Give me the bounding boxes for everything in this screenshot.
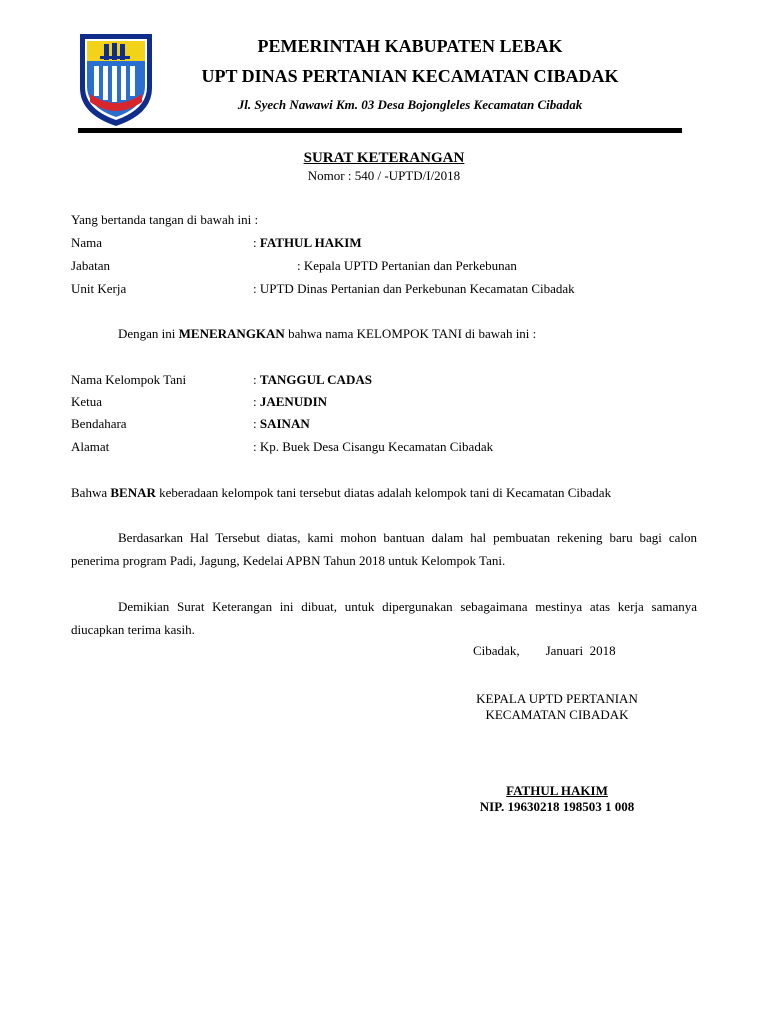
nama-value: FATHUL HAKIM [259, 235, 362, 250]
kop-line-1: PEMERINTAH KABUPATEN LEBAK [257, 36, 563, 56]
benar-bold: BENAR [110, 485, 156, 500]
lebak-regency-crest-icon [76, 30, 156, 128]
bendahara-row: : SAINAN [253, 416, 310, 431]
intro-text: Yang bertanda tangan di bawah ini : [71, 212, 259, 227]
benar-pre: Bahwa [71, 485, 111, 500]
menerangkan-text [118, 326, 536, 342]
kop-divider [78, 128, 682, 133]
letter-title: SURAT KETERANGAN [303, 150, 465, 166]
place-date: Cibadak, Januari 2018 [473, 643, 616, 658]
jabatan-row: : Kepala UPTD Pertanian dan Perkebunan [297, 258, 517, 273]
ketua-value: JAENUDIN [259, 394, 328, 409]
alamat-row: : Kp. Buek Desa Cisangu Kecamatan Cibadak [253, 439, 494, 454]
menerangkan-pre: Dengan ini [118, 326, 179, 341]
paragraph-demikian: Demikian Surat Keterangan ini dibuat, untuk dipergunakan sebagaimana mestinya atas kerja samanya diucapkan terima kasih. [71, 599, 697, 637]
alamat-label: Alamat [71, 439, 110, 454]
bendahara-value: SAINAN [259, 416, 310, 431]
sign-nip: NIP. 19630218 198503 1 008 [479, 799, 635, 814]
unit-label: Unit Kerja [71, 281, 127, 296]
sign-title-1: KEPALA UPTD PERTANIAN [476, 691, 638, 706]
kelompok-nama-label: Nama Kelompok Tani [71, 372, 187, 387]
nama-row: : FATHUL HAKIM [253, 235, 362, 250]
menerangkan-bold: MENERANGKAN [178, 326, 285, 341]
paragraph-berdasarkan: Berdasarkan Hal Tersebut diatas, kami mohon bantuan dalam hal pembuatan rekening baru bagi calon penerima program Padi, Jagung, Kedelai APBN Tahun 2018 untuk Kelompok Tani. [71, 530, 697, 568]
bendahara-label: Bendahara [71, 416, 127, 431]
sign-name: FATHUL HAKIM [506, 783, 608, 798]
sign-title-2: KECAMATAN CIBADAK [485, 707, 629, 722]
letter-number: Nomor : 540 / -UPTD/I/2018 [307, 168, 461, 183]
unit-row: : UPTD Dinas Pertanian dan Perkebunan Kecamatan Cibadak [253, 281, 575, 296]
ketua-row: : JAENUDIN [253, 394, 328, 409]
ketua-label: Ketua [71, 394, 103, 409]
nama-label: Nama [71, 235, 103, 250]
kelompok-nama-row: : TANGGUL CADAS [253, 372, 372, 387]
unit-value: UPTD Dinas Pertanian dan Perkebunan Kecamatan Cibadak [259, 281, 575, 296]
menerangkan-post: bahwa nama KELOMPOK TANI di bawah ini : [284, 326, 537, 341]
benar-post: keberadaan kelompok tani tersebut diatas adalah kelompok tani di Kecamatan Cibadak [155, 485, 612, 500]
benar-text [71, 485, 611, 501]
kelompok-nama-value: TANGGUL CADAS [259, 372, 372, 387]
alamat-value: Kp. Buek Desa Cisangu Kecamatan Cibadak [259, 439, 494, 454]
kop-line-2: UPT DINAS PERTANIAN KECAMATAN CIBADAK [201, 66, 619, 86]
jabatan-label: Jabatan [71, 258, 110, 273]
jabatan-value: Kepala UPTD Pertanian dan Perkebunan [303, 258, 517, 273]
kop-address: Jl. Syech Nawawi Km. 03 Desa Bojongleles Kecamatan Cibadak [237, 97, 583, 112]
